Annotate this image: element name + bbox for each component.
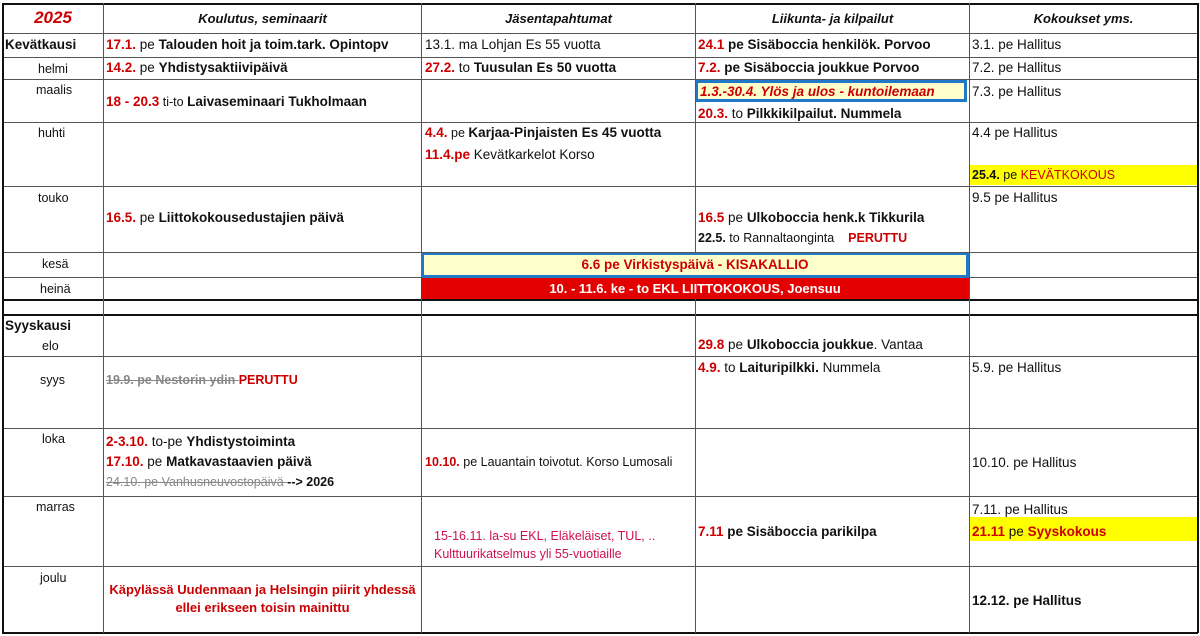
event-title: Laituripilkki. [739, 360, 819, 375]
event-day: pe [447, 126, 469, 140]
meeting-board-oct: 10.10. pe Hallitus [972, 455, 1077, 470]
event-day: to [455, 60, 474, 75]
event-title: Syyskokous [1027, 524, 1107, 539]
event-date: 25.4. [972, 168, 1000, 182]
venue-note-line2: ellei erikseen toisin mainittu [175, 600, 350, 615]
event-delegates-day [106, 210, 344, 226]
event-indoor-boccia-pairs [698, 524, 877, 540]
event-title: pe Sisäboccia parikilpa [723, 524, 877, 539]
event-title: Laivaseminaari Tukholmaan [187, 94, 367, 109]
meeting-board-sep: 5.9. pe Hallitus [972, 360, 1062, 375]
event-date: 4.9. [698, 360, 721, 375]
event-date: 11.4.pe [425, 147, 471, 162]
month-autumn-season: Syyskausi [5, 318, 72, 333]
event-ekl-congress: 10. - 11.6. ke - to EKL LIITTOKOKOUS, Joensuu [549, 281, 841, 296]
cancelled-badge: PERUTTU [848, 231, 908, 245]
event-fitness-campaign: 1.3.-30.4. Ylös ja ulos - kuntoilemaan [700, 84, 935, 99]
event-title: Matkavastaavien päivä [166, 454, 312, 469]
event-title: Tuusulan Es 50 vuotta [473, 60, 617, 75]
event-day: pe [724, 210, 747, 225]
event-date: 24.1 [698, 37, 725, 52]
header-member-events: Jäsentapahtumat [505, 11, 612, 26]
month-joulu: joulu [40, 571, 67, 585]
event-date: 18 - 20.3 [106, 94, 160, 109]
meeting-board-may: 9.5 pe Hallitus [972, 190, 1058, 205]
event-travel-coordinators-day [106, 454, 312, 470]
event-culture-review-line2: Kulttuurikatselmus yli 55-vuotiaille [434, 547, 622, 561]
event-outdoor-boccia-individual [698, 210, 924, 226]
month-maalis: maalis [36, 83, 73, 97]
month-touko: touko [38, 191, 69, 205]
month-helmi: helmi [38, 62, 68, 76]
month-marras: marras [36, 500, 75, 514]
event-day: to [725, 231, 744, 245]
event-day: to [728, 106, 747, 121]
event-tuusula-anniversary [425, 60, 616, 76]
event-indoor-boccia-team [698, 60, 919, 76]
meeting-autumn-assembly [972, 524, 1106, 540]
event-date: 12.12. pe Hallitus [972, 593, 1082, 608]
event-title: Karjaa-Pinjaisten Es 45 vuotta [468, 125, 662, 140]
event-title: Talouden hoit ja toim.tark. Opintopv [158, 37, 389, 52]
event-date: 22.5. [698, 231, 726, 245]
event-karjaa-anniversary [425, 125, 661, 141]
event-indoor-boccia-individual [698, 37, 931, 53]
meeting-board-dec [972, 593, 1082, 609]
header-meetings: Kokoukset yms. [1033, 11, 1134, 26]
header-sports: Liikunta- ja kilpailut [771, 11, 894, 26]
meeting-board-mar: 7.3. pe Hallitus [972, 84, 1062, 99]
meeting-board-feb: 7.2. pe Hallitus [972, 60, 1062, 75]
cancelled-badge: PERUTTU [238, 373, 298, 387]
meeting-board-apr: 4.4 pe Hallitus [972, 125, 1058, 140]
postponed-event: 24.10. pe Vanhusneuvostopäivä [106, 475, 288, 489]
event-day: pe [136, 60, 159, 75]
header-training: Koulutus, seminaarit [198, 11, 327, 26]
event-title: Yhdistystoiminta [186, 434, 296, 449]
event-date: 27.2. [425, 60, 456, 75]
event-day: ti-to [159, 95, 188, 109]
month-kesa: kesä [42, 257, 69, 271]
event-title: pe Sisäboccia joukkue Porvoo [720, 60, 920, 75]
event-outdoor-boccia-team [698, 337, 923, 353]
event-date: 7.11 [698, 524, 724, 539]
month-heina: heinä [40, 282, 71, 296]
event-lohja-anniversary: 13.1. ma Lohjan Es 55 vuotta [425, 37, 601, 52]
event-date: 17.1. [106, 37, 137, 52]
event-title: Ulkoboccia henk.k Tikkurila [746, 210, 925, 225]
event-title: Rannaltaonginta [743, 231, 835, 245]
event-date: 29.8 [698, 337, 725, 352]
event-title: KEVÄTKOKOUS [1020, 168, 1116, 182]
event-day: pe [136, 37, 159, 52]
event-spring-dance [425, 147, 595, 163]
event-day: pe [724, 337, 747, 352]
event-place: . Vantaa [873, 337, 923, 352]
event-association-activist-day [106, 60, 288, 76]
event-date: 4.4. [425, 125, 448, 140]
meeting-spring-assembly [972, 167, 1115, 183]
event-ice-fishing [698, 106, 901, 122]
event-finance-training [106, 37, 389, 53]
postponed-note: --> 2026 [287, 475, 335, 489]
event-association-activity [106, 434, 295, 450]
event-date: 10.10. [425, 455, 460, 469]
event-date: 14.2. [106, 60, 137, 75]
month-syys: syys [40, 373, 65, 387]
event-day: pe [1005, 524, 1028, 539]
meeting-board-nov: 7.11. pe Hallitus [972, 502, 1068, 517]
event-title: Pilkkikilpailut. Nummela [746, 106, 902, 121]
event-shore-fishing [698, 230, 907, 246]
month-huhti: huhti [38, 126, 66, 140]
event-date: 20.3. [698, 106, 729, 121]
event-title: pe Sisäboccia henkilök. Porvoo [724, 37, 931, 52]
event-title: Kevätkarkelot Korso [470, 147, 595, 162]
event-title: Ulkoboccia joukkue [746, 337, 874, 352]
event-date: 7.2. [698, 60, 721, 75]
event-day: pe [999, 168, 1021, 182]
event-day: to [720, 360, 740, 375]
event-saturday-requests [425, 454, 672, 470]
event-nestor-core [106, 372, 298, 388]
event-ship-seminar [106, 94, 367, 110]
event-place: Nummela [818, 360, 881, 375]
event-day: to-pe [148, 434, 187, 449]
year-label: 2025 [34, 8, 72, 27]
event-date: 16.5. [106, 210, 137, 225]
event-date: 16.5 [698, 210, 725, 225]
event-day: pe [136, 210, 159, 225]
event-title: Yhdistysaktiivipäivä [158, 60, 288, 75]
venue-note-line1: Käpylässä Uudenmaan ja Helsingin piirit yhdessä [109, 582, 416, 597]
event-elderly-council-day [106, 474, 334, 490]
event-recreation-day: 6.6 pe Virkistyspäivä - KISAKALLIO [581, 257, 809, 272]
event-day: pe [143, 454, 167, 469]
event-date: 2-3.10. [106, 434, 149, 449]
cancelled-event: 19.9. pe Nestorin ydin [106, 373, 239, 387]
meeting-board-jan: 3.1. pe Hallitus [972, 37, 1062, 52]
event-pier-fishing [698, 360, 880, 376]
event-culture-review-line1: 15-16.11. la-su EKL, Eläkeläiset, TUL, .. [434, 529, 656, 543]
event-date: 17.10. [106, 454, 144, 469]
month-loka: loka [42, 432, 65, 446]
month-spring-season: Kevätkausi [5, 37, 77, 52]
event-date: 21.11 [972, 524, 1006, 539]
month-elo: elo [42, 339, 59, 353]
event-title: Liittokokousedustajien päivä [158, 210, 344, 225]
event-title: pe Lauantain toivotut. Korso Lumosali [459, 455, 673, 469]
